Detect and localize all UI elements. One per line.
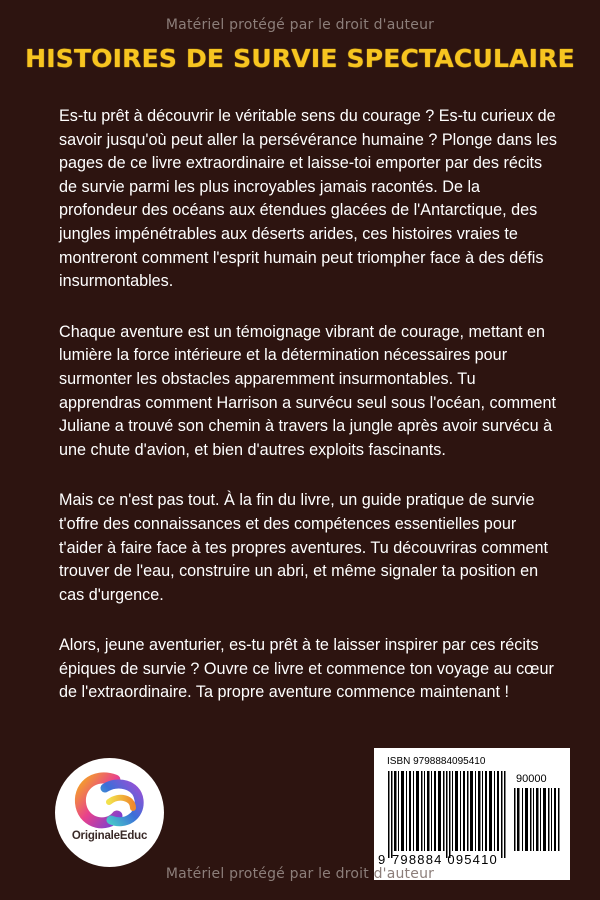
barcode-first-digit: 9 [378, 852, 386, 867]
back-cover-blurb [59, 105, 559, 732]
blurb-paragraph-1: Es-tu prêt à découvrir le véritable sens du courage ? Es-tu curieux de savoir jusqu'où peut aller la persévérance humaine ? Plonge dans les pages de ce livre extraordinaire et laisse-toi emporter par des récits de survie parmi les plus incroyables jamais racontés. De la profondeur des océans aux étendues glacées de l'Antarctique, des jungles impénétrables aux déserts arides, ces histoires vraies te montreront comment l'esprit humain peut triompher face à des défis insurmontables. [59, 107, 558, 291]
copyright-watermark-top: Matériel protégé par le droit d'auteur [165, 17, 435, 33]
blurb-paragraph-2: Chaque aventure est un témoignage vibrant de courage, mettant en lumière la force intérieure et la détermination nécessaires pour surmonter les obstacles apparemment insurmontables. Tu apprendras comment Harrison a survécu seul sous l'océan, comment Juliane a trouvé son chemin à travers la jungle après avoir survécu à une chute d'avion, et bien d'autres exploits fascinants. [59, 322, 557, 459]
barcode-digit-groups: 798884 095410 [392, 852, 498, 867]
isbn-number: ISBN 9798884095410 [387, 756, 486, 767]
copyright-watermark-bottom: Matériel protégé par le droit d'auteur [165, 866, 435, 882]
publisher-name: OriginaleEduc [71, 830, 148, 842]
blurb-paragraph-4: Alors, jeune aventurier, es-tu prêt à te laisser inspirer par ces récits épiques de survie ? Ouvre ce livre et commence ton voyage au cœur de l'extraordinaire. Ta propre aventure commence maintenant ! [59, 636, 554, 702]
book-title: HISTOIRES DE SURVIE SPECTACULAIRE [25, 44, 575, 73]
blurb-paragraph-3: Mais ce n'est pas tout. À la fin du livre, un guide pratique de survie t'offre des connaissances et des compétences essentielles pour t'aider à faire face à tes propres aventures. Tu découvriras comment trouver de l'eau, construire un abri, et même signaler ta position en cas d'urgence. [59, 491, 548, 604]
isbn-barcode [374, 748, 570, 880]
publisher-logo [55, 758, 164, 867]
publisher-logo-icon [55, 758, 164, 867]
price-code: 90000 [516, 773, 547, 785]
